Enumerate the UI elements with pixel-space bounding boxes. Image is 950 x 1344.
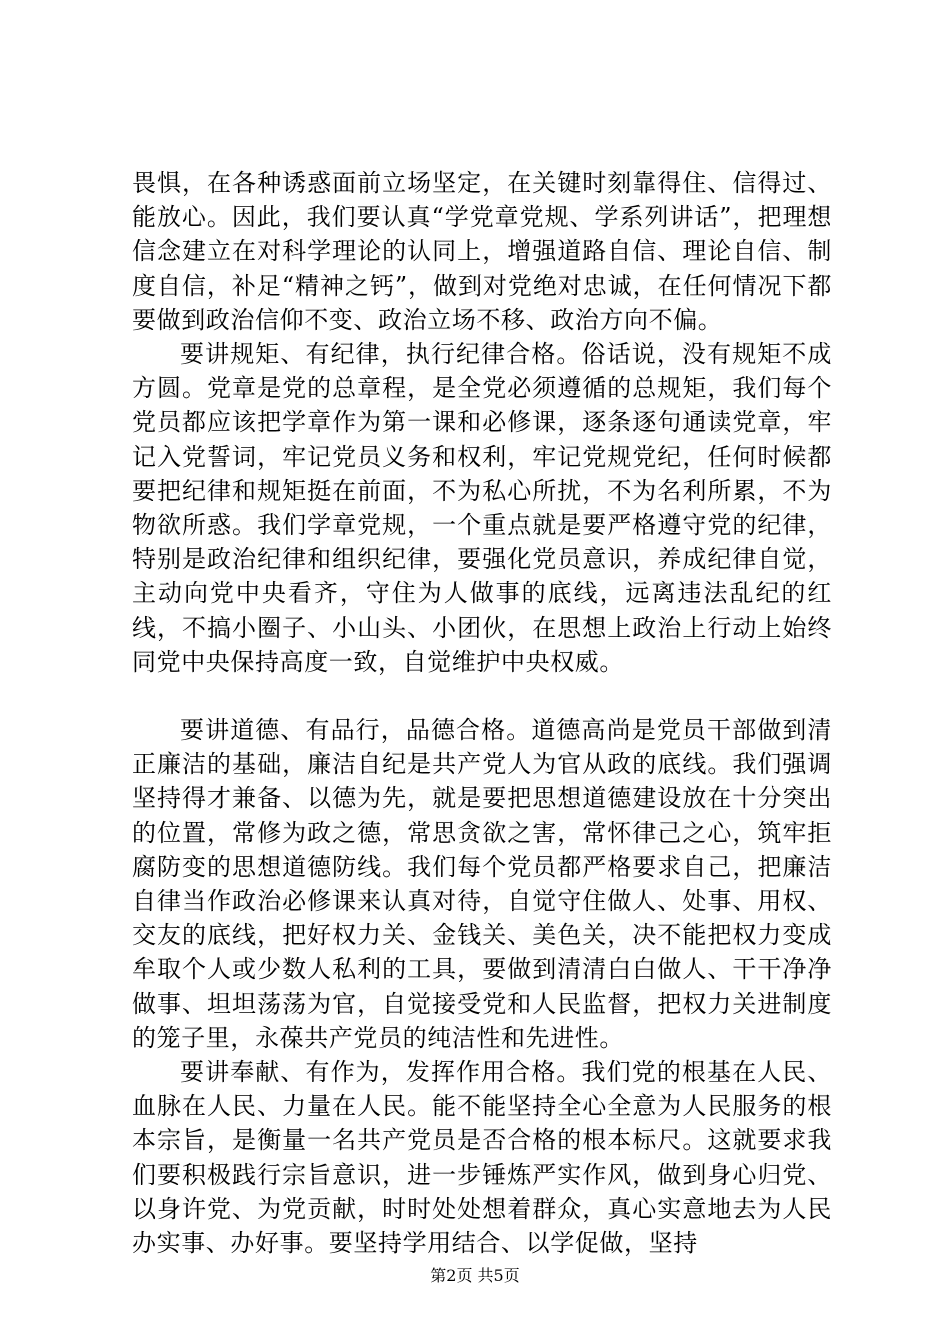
page-footer: 第2页 共5页	[430, 1266, 520, 1285]
paragraph-continuation: 畏惧，在各种诱惑面前立场坚定，在关键时刻靠得住、信得过、能放心。因此，我们要认真“学党章党规、学系列讲话”，把理想信念建立在对科学理论的认同上，增强道路自信、理论自信、制度自信，补足“精神之钙”，做到对党绝对忠诚，在任何情况下都要做到政治信仰不变、政治立场不移、政治方向不偏。	[132, 169, 832, 334]
body-text	[132, 166, 832, 1260]
paragraph-morality: 要讲道德、有品行，品德合格。道德高尚是党员干部做到清正廉洁的基础，廉洁自纪是共产党人为官从政的底线。我们强调坚持得才兼备、以德为先，就是要把思想道德建设放在十分突出的位置，常修为政之德，常思贪欲之害，常怀律己之心，筑牢拒腐防变的思想道德防线。我们每个党员都严格要求自己，把廉洁自律当作政治必修课来认真对待，自觉守住做人、处事、用权、交友的底线，把好权力关、金钱关、美色关，决不能把权力变成牟取个人或少数人私利的工具，要做到清清白白做人、干干净净做事、坦坦荡荡为官，自觉接受党和人民监督，把权力关进制度的笼子里，永葆共产党员的纯洁性和先进性。	[132, 716, 832, 1052]
paragraph-discipline: 要讲规矩、有纪律，执行纪律合格。俗话说，没有规矩不成方圆。党章是党的总章程，是全党必须遵循的总规矩，我们每个党员都应该把学章作为第一课和必修课，逐条逐句通读党章，牢记入党誓词，牢记党员义务和权利，牢记党规党纪，任何时候都要把纪律和规矩挺在前面，不为私心所扰，不为名利所累，不为物欲所惑。我们学章党规，一个重点就是要严格遵守党的纪律，特别是政治纪律和组织纪律，要强化党员意识，养成纪律自觉，主动向党中央看齐，守住为人做事的底线，远离违法乱纪的红线，不搞小圈子、小山头、小团伙，在思想上政治上行动上始终同党中央保持高度一致，自觉维护中央权威。	[132, 340, 832, 676]
paragraph-dedication: 要讲奉献、有作为，发挥作用合格。我们党的根基在人民、血脉在人民、力量在人民。能不能坚持全心全意为人民服务的根本宗旨，是衡量一名共产党员是否合格的根本标尺。这就要求我们要积极践行宗旨意识，进一步锤炼严实作风，做到身心归党、以身许党、为党贡献，时时处处想着群众，真心实意地去为人民办实事、办好事。要坚持学用结合、以学促做，坚持	[132, 1058, 832, 1258]
